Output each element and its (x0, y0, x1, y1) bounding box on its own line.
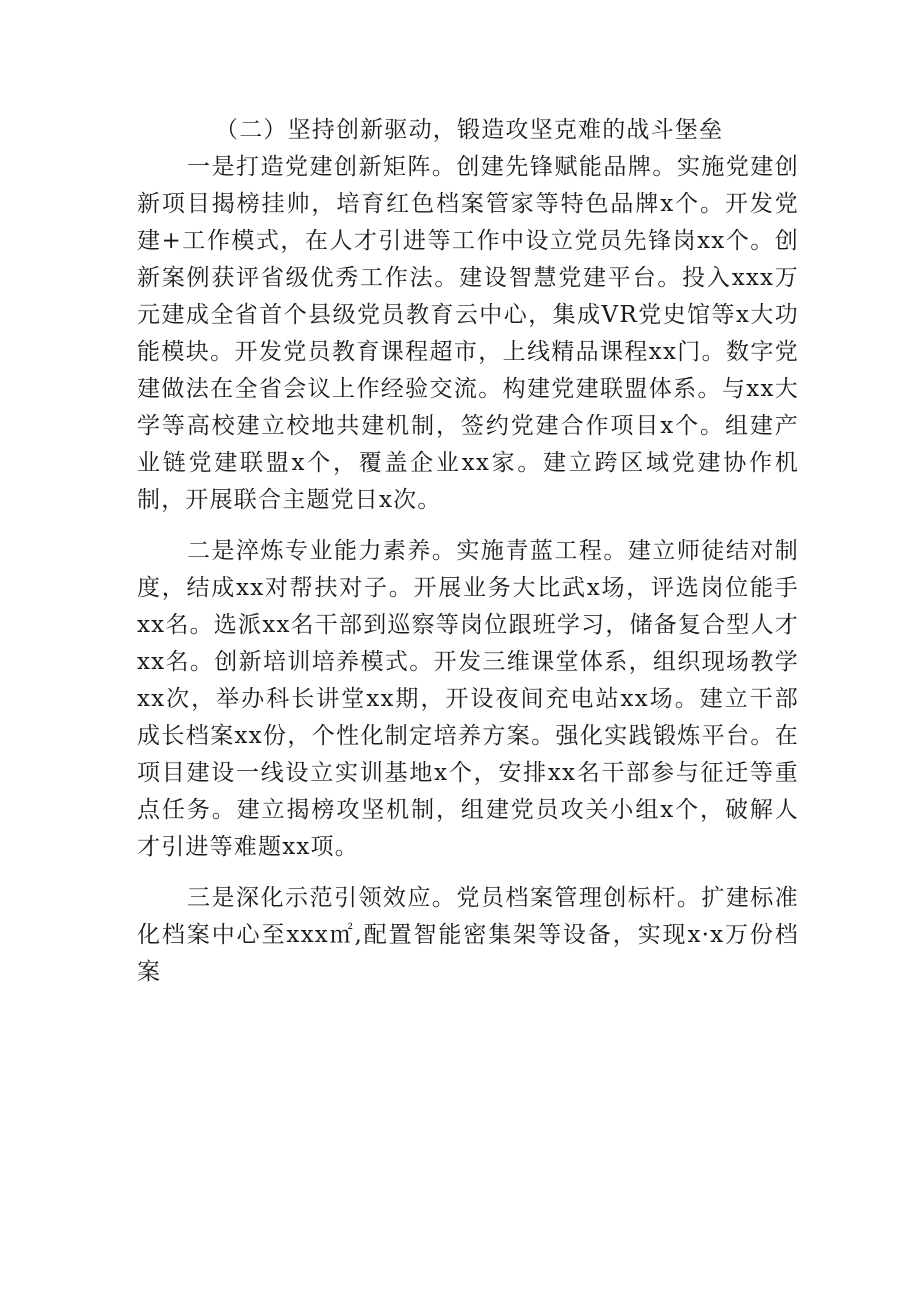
document-body (137, 112, 799, 991)
paragraph-demonstration-effect: 三是深化示范引领效应。党员档案管理创标杆。扩建标准化档案中心至xxx㎡,配置智能密集架等设备，实现x·x万份档案 (137, 885, 799, 985)
section-heading: （二）坚持创新驱动，锻造攻坚克难的战斗堡垒 (215, 117, 724, 143)
paragraph-party-building-innovation: 一是打造党建创新矩阵。创建先锋赋能品牌。实施党建创新项目揭榜挂帅，培育红色档案管家等特色品牌x个。开发党建+工作模式，在人才引进等工作中设立党员先锋岗xx个。创新案例获评省级优秀工作法。建设智慧党建平台。投入xxx万元建成全省首个县级党员教育云中心，集成VR党史馆等x大功能模块。开发党员教育课程超市，上线精品课程xx门。数字党建做法在全省会议上作经验交流。构建党建联盟体系。与xx大学等高校建立校地共建机制，签约党建合作项目x个。组建产业链党建联盟x个，覆盖企业xx家。建立跨区域党建协作机制，开展联合主题党日x次。 (137, 154, 799, 513)
paragraph-professional-ability: 二是淬炼专业能力素养。实施青蓝工程。建立师徒结对制度，结成xx对帮扶对子。开展业务大比武x场，评选岗位能手xx名。选派xx名干部到巡察等岗位跟班学习，储备复合型人才xx名。创新培训培养模式。开发三维课堂体系，组织现场教学xx次，举办科长讲堂xx期，开设夜间充电站xx场。建立干部成长档案xx份，个性化制定培养方案。强化实践锻炼平台。在项目建设一线设立实训基地x个，安排xx名干部参与征迁等重点任务。建立揭榜攻坚机制，组建党员攻关小组x个，破解人才引进等难题xx项。 (137, 538, 799, 860)
paragraph-spacer (137, 519, 799, 533)
paragraph-spacer (137, 866, 799, 880)
